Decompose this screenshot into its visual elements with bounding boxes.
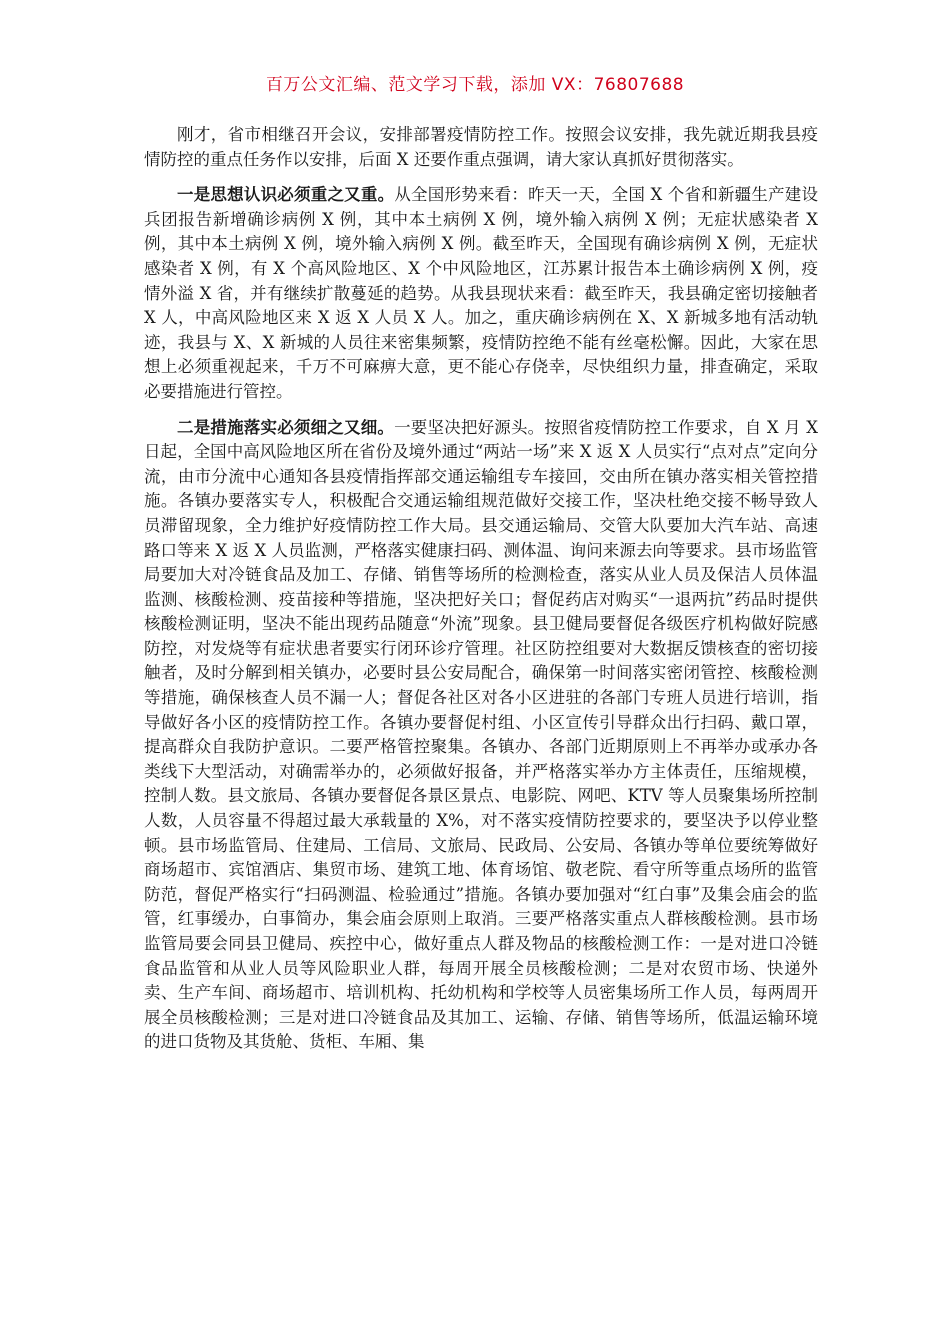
paragraph-measures: [144, 416, 818, 1055]
paragraph-thinking: [144, 183, 818, 404]
paragraph-intro: [144, 123, 818, 172]
paragraph-lead: 二是措施落实必须细之又细。: [177, 417, 395, 437]
watermark-header: 百万公文汇编、范文学习下载，添加 VX：76807688: [265, 75, 685, 95]
document-body: [144, 123, 818, 1066]
paragraph-text: 从全国形势来看：昨天一天，全国 X 个省和新疆生产建设兵团报告新增确诊病例 X 例，其中本土病例 X 例，境外输入病例 X 例；无症状感染者 X 例，其中本土病例 X 例，境外输入病例 X 例。截至昨天，全国现有确诊病例 X 例，无症状感染者 X 例，有 X 个高风险地区、X 个中风险地区，江苏累计报告本土确诊病例 X 例，疫情外溢 X 省，并有继续扩散蔓延的趋势。从我县现状来看：截至昨天，我县确定密切接触者 X 人，中高风险地区来 X 返 X 人员 X 人。加之，重庆确诊病例在 X、X 新城多地有活动轨迹，我县与 X、X 新城的人员往来密集频繁，疫情防控绝不能有丝毫松懈。因此，大家在思想上必须重视起来，千万不可麻痹大意，更不能心存侥幸，尽快组织力量，排查确定，采取必要措施进行管控。: [144, 185, 818, 401]
paragraph-text: 一要坚决把好源头。按照省疫情防控工作要求，自 X 月 X 日起，全国中高风险地区所在省份及境外通过“两站一场”来 X 返 X 人员实行“点对点”定向分流，由市分流中心通知各县疫情指挥部交通运输组专车接回，交由所在镇办落实相关管控措施。各镇办要落实专人，积极配合交通运输组规范做好交接工作，坚决杜绝交接不畅导致人员滞留现象，全力维护好疫情防控工作大局。县交通运输局、交管大队要加大汽车站、高速路口等来 X 返 X 人员监测，严格落实健康扫码、测体温、询问来源去向等要求。县市场监管局要加大对冷链食品及加工、存储、销售等场所的检测检查，落实从业人员及保洁人员体温监测、核酸检测、疫苗接种等措施，坚决把好关口；督促药店对购买“一退两抗”药品时提供核酸检测证明，坚决不能出现药品随意“外流”现象。县卫健局要督促各级医疗机构做好院感防控，对发烧等有症状患者要实行闭环诊疗管理。社区防控组要对大数据反馈核查的密切接触者，及时分解到相关镇办，必要时县公安局配合，确保第一时间落实密闭管控、核酸检测等措施，确保核查人员不漏一人；督促各社区对各小区进驻的各部门专班人员进行培训，指导做好各小区的疫情防控工作。各镇办要督促村组、小区宣传引导群众出行扫码、戴口罩，提高群众自我防护意识。二要严格管控聚集。各镇办、各部门近期原则上不再举办或承办各类线下大型活动，对确需举办的，必须做好报备，并严格落实举办方主体责任，压缩规模，控制人数。县文旅局、各镇办要督促各景区景点、电影院、网吧、KTV 等人员聚集场所控制人数，人员容量不得超过最大承载量的 X%，对不落实疫情防控要求的，要坚决予以停业整顿。县市场监管局、住建局、工信局、文旅局、民政局、公安局、各镇办等单位要统筹做好商场超市、宾馆酒店、集贸市场、建筑工地、体育场馆、敬老院、看守所等重点场所的监管防范，督促严格实行“扫码测温、检验通过”措施。各镇办要加强对“红白事”及集会庙会的监管，红事缓办，白事简办，集会庙会原则上取消。三要严格落实重点人群核酸检测。县市场监管局要会同县卫健局、疾控中心，做好重点人群及物品的核酸检测工作：一是对进口冷链食品监管和从业人员等风险职业人群，每周开展全员核酸检测；二是对农贸市场、快递外卖、生产车间、商场超市、培训机构、托幼机构和学校等人员密集场所工作人员，每两周开展全员核酸检测；三是对进口冷链食品及其加工、运输、存储、销售等场所，低温运输环境的进口货物及其货舱、货柜、车厢、集: [144, 417, 818, 1052]
paragraph-lead: 一是思想认识必须重之又重。: [177, 185, 395, 205]
paragraph-text: 刚才，省市相继召开会议，安排部署疫情防控工作。按照会议安排，我先就近期我县疫情防控的重点任务作以安排，后面 X 还要作重点强调，请大家认真抓好贯彻落实。: [144, 125, 818, 169]
